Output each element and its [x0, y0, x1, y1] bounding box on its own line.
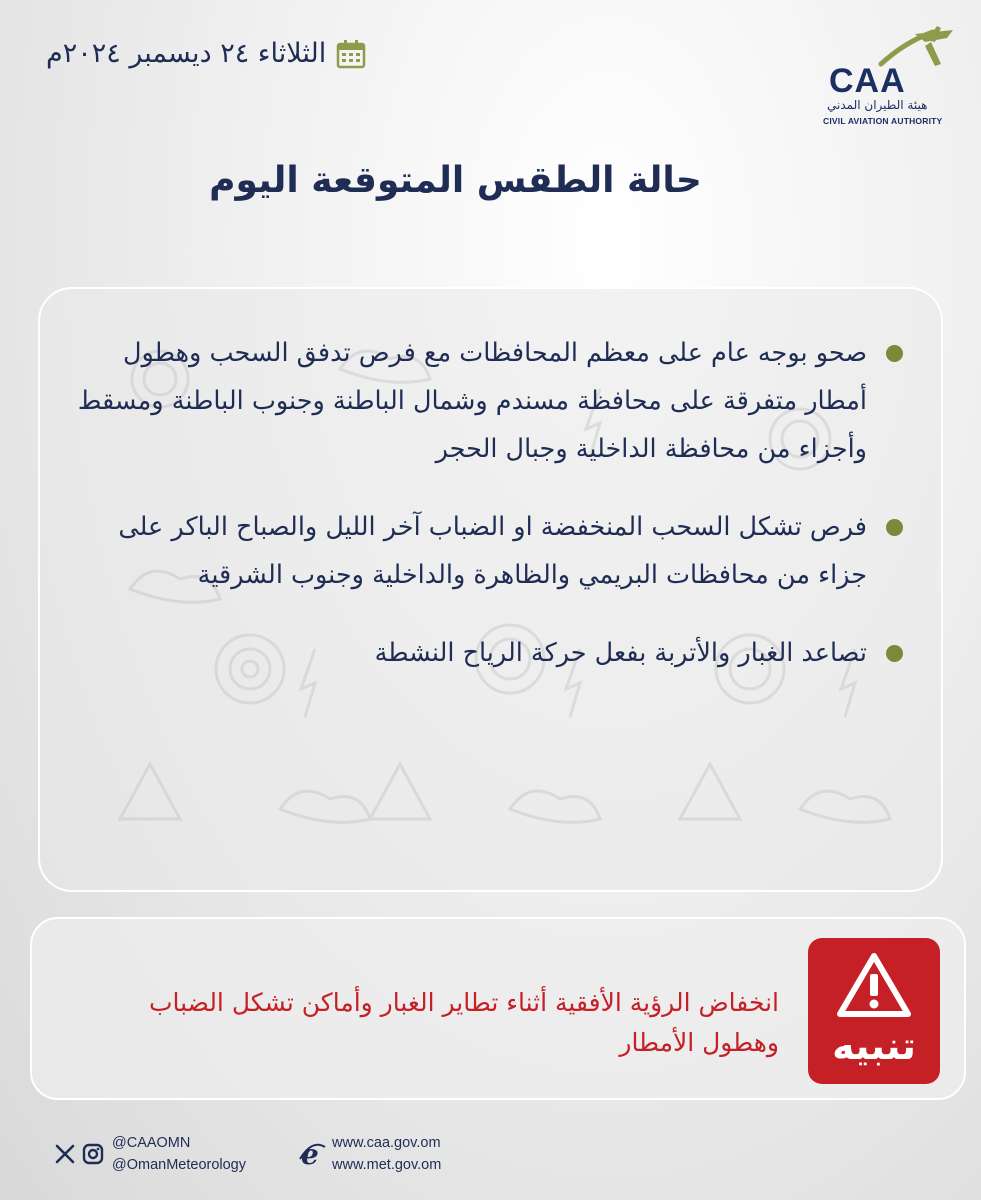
link-caa[interactable]: www.caa.gov.om: [332, 1135, 441, 1151]
alert-badge-label: تنبيه: [832, 1024, 916, 1068]
social-handles: [112, 1132, 246, 1176]
handle-met[interactable]: @OmanMeteorology: [112, 1157, 246, 1173]
logo-abbr: CAA: [829, 62, 906, 100]
instagram-icon[interactable]: [82, 1143, 104, 1165]
forecast-text: تصاعد الغبار والأتربة بفعل حركة الرياح النشطة: [374, 638, 867, 668]
footer-web: [298, 1132, 441, 1176]
alert-text: انخفاض الرؤية الأفقية أثناء تطاير الغبار وأماكن تشكل الضباب وهطول الأمطار: [148, 988, 779, 1057]
forecast-card: [38, 287, 943, 892]
browser-icon: [298, 1139, 326, 1169]
page-title-text: حالة الطقس المتوقعة اليوم: [209, 160, 702, 201]
x-icon[interactable]: [54, 1143, 76, 1165]
svg-text:e: e: [301, 1139, 319, 1169]
handle-caa[interactable]: @CAAOMN: [112, 1135, 191, 1151]
bullet-dot: [886, 645, 903, 662]
bullet-dot: [886, 345, 903, 362]
list-item: [72, 329, 917, 473]
social-icons: [54, 1143, 104, 1165]
bullet-dot: [886, 519, 903, 536]
list-item: [72, 629, 917, 677]
footer-social: [54, 1132, 246, 1176]
page-title: [0, 160, 981, 201]
website-links: [332, 1132, 441, 1176]
alert-badge: [808, 938, 940, 1084]
warning-icon: [836, 952, 912, 1018]
header-date: [46, 38, 366, 69]
list-item: [72, 503, 917, 599]
calendar-icon: [336, 39, 366, 69]
forecast-text: صحو بوجه عام على معظم المحافظات مع فرص تدفق السحب وهطول أمطار متفرقة على محافظة مسندم وشمال الباطنة وجنوب الباطنة ومسقط وأجزاء من محافظة الداخلية وجبال الحجر: [77, 338, 867, 464]
alert-card: [30, 917, 966, 1100]
logo-name-en: CIVIL AVIATION AUTHORITY: [823, 116, 943, 126]
caa-logo: [811, 24, 961, 129]
date-text: الثلاثاء ٢٤ ديسمبر ٢٠٢٤م: [46, 38, 327, 69]
forecast-list: [72, 329, 917, 707]
forecast-text: فرص تشكل السحب المنخفضة او الضباب آخر الليل والصباح الباكر على جزاء من محافظات البريمي والظاهرة والداخلية وجنوب الشرقية: [118, 512, 867, 590]
logo-name-ar: هيئة الطيران المدني: [827, 98, 928, 112]
link-met[interactable]: www.met.gov.om: [332, 1157, 442, 1173]
